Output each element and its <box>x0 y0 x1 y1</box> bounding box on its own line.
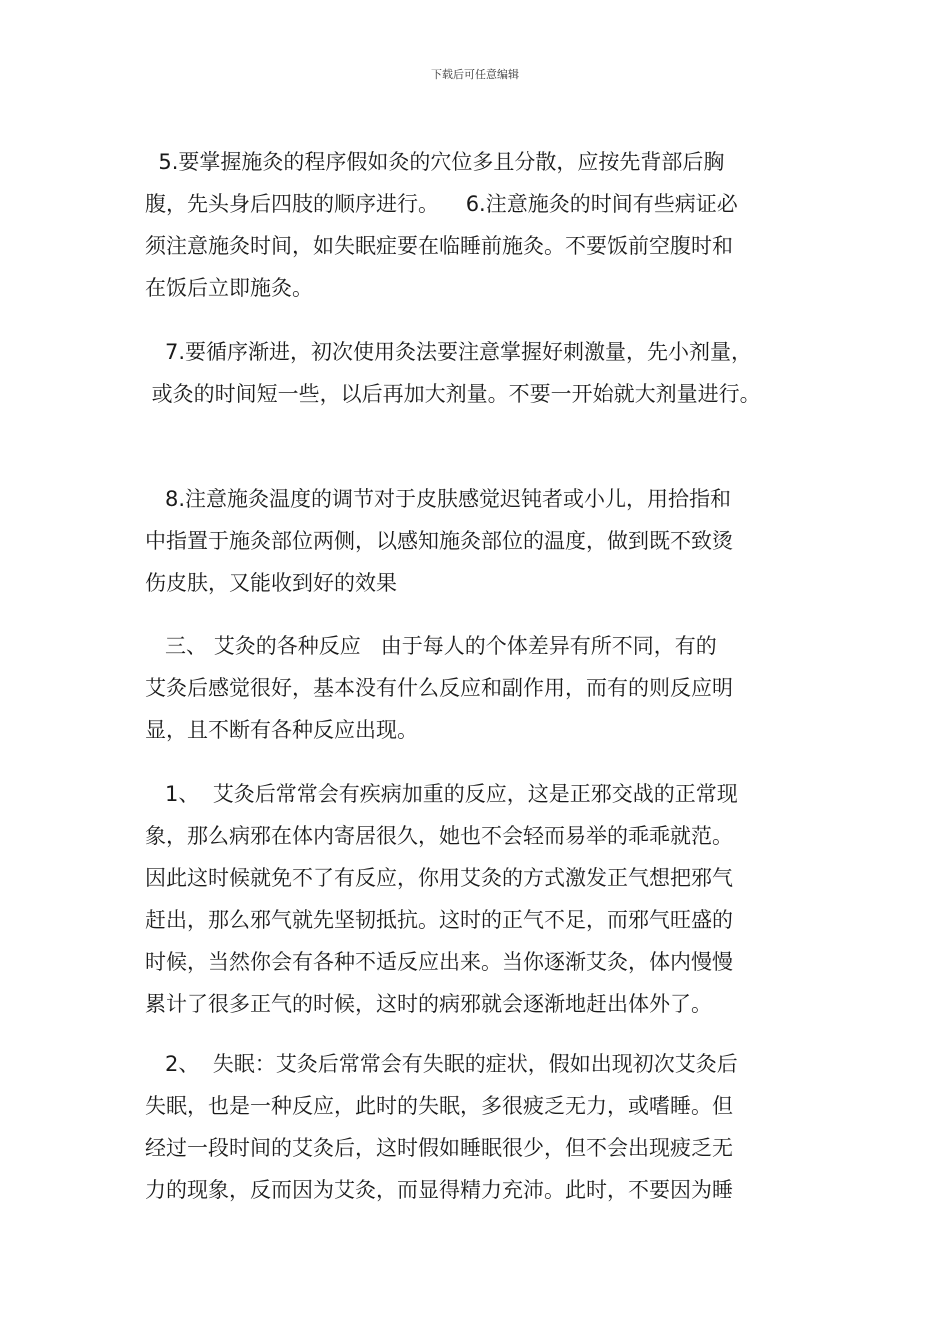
paragraph-temperature-adjustment <box>145 478 815 604</box>
text-line: 时候，当然你会有各种不适反应出来。当你逐渐艾灸，体内慢慢 <box>145 950 733 974</box>
text-line: 伤皮肤，又能收到好的效果 <box>145 571 397 595</box>
text-line: 力的现象，反而因为艾灸，而显得精力充沛。此时，不要因为睡 <box>145 1178 733 1202</box>
text-line: 艾灸后感觉很好，基本没有什么反应和副作用，而有的则反应明 <box>145 676 733 700</box>
text-line: 2、 失眠：艾灸后常常会有失眠的症状，假如出现初次艾灸后 <box>145 1052 738 1076</box>
paragraph-gradual-progress <box>145 331 815 415</box>
paragraph-moxibustion-order <box>145 141 815 309</box>
paragraph-reaction-2-insomnia <box>145 1043 815 1211</box>
paragraph-reaction-1 <box>145 773 815 1025</box>
page-header-note: 下载后可任意编辑 <box>431 68 519 81</box>
text-line: 8.注意施灸温度的调节对于皮肤感觉迟钝者或小儿，用拾指和 <box>145 487 732 511</box>
text-line: 1、 艾灸后常常会有疾病加重的反应，这是正邪交战的正常现 <box>145 782 738 806</box>
text-line: 7.要循序渐进，初次使用灸法要注意掌握好刺激量，先小剂量， <box>145 340 753 364</box>
text-line: 因此这时候就免不了有反应，你用艾灸的方式激发正气想把邪气 <box>145 866 733 890</box>
paragraph-section-three-reactions <box>145 625 815 751</box>
text-line: 5.要掌握施灸的程序假如灸的穴位多且分散，应按先背部后胸 <box>145 150 725 174</box>
text-line: 在饭后立即施灸。 <box>145 276 313 300</box>
text-line: 或灸的时间短一些，以后再加大剂量。不要一开始就大剂量进行。 <box>145 382 761 406</box>
text-line: 三、 艾灸的各种反应 由于每人的个体差异有所不同，有的 <box>145 634 717 658</box>
text-line: 腹，先头身后四肢的顺序进行。 6.注意施灸的时间有些病证必 <box>145 192 738 216</box>
text-line: 须注意施灸时间，如失眠症要在临睡前施灸。不要饭前空腹时和 <box>145 234 733 258</box>
text-line: 失眠，也是一种反应，此时的失眠，多很疲乏无力，或嗜睡。但 <box>145 1094 733 1118</box>
text-line: 累计了很多正气的时候，这时的病邪就会逐渐地赶出体外了。 <box>145 992 712 1016</box>
text-line: 中指置于施灸部位两侧，以感知施灸部位的温度，做到既不致烫 <box>145 529 733 553</box>
text-line: 经过一段时间的艾灸后，这时假如睡眠很少，但不会出现疲乏无 <box>145 1136 733 1160</box>
text-line: 象，那么病邪在体内寄居很久，她也不会轻而易举的乖乖就范。 <box>145 824 733 848</box>
text-line: 显，且不断有各种反应出现。 <box>145 718 418 742</box>
text-line: 赶出，那么邪气就先坚韧抵抗。这时的正气不足，而邪气旺盛的 <box>145 908 733 932</box>
